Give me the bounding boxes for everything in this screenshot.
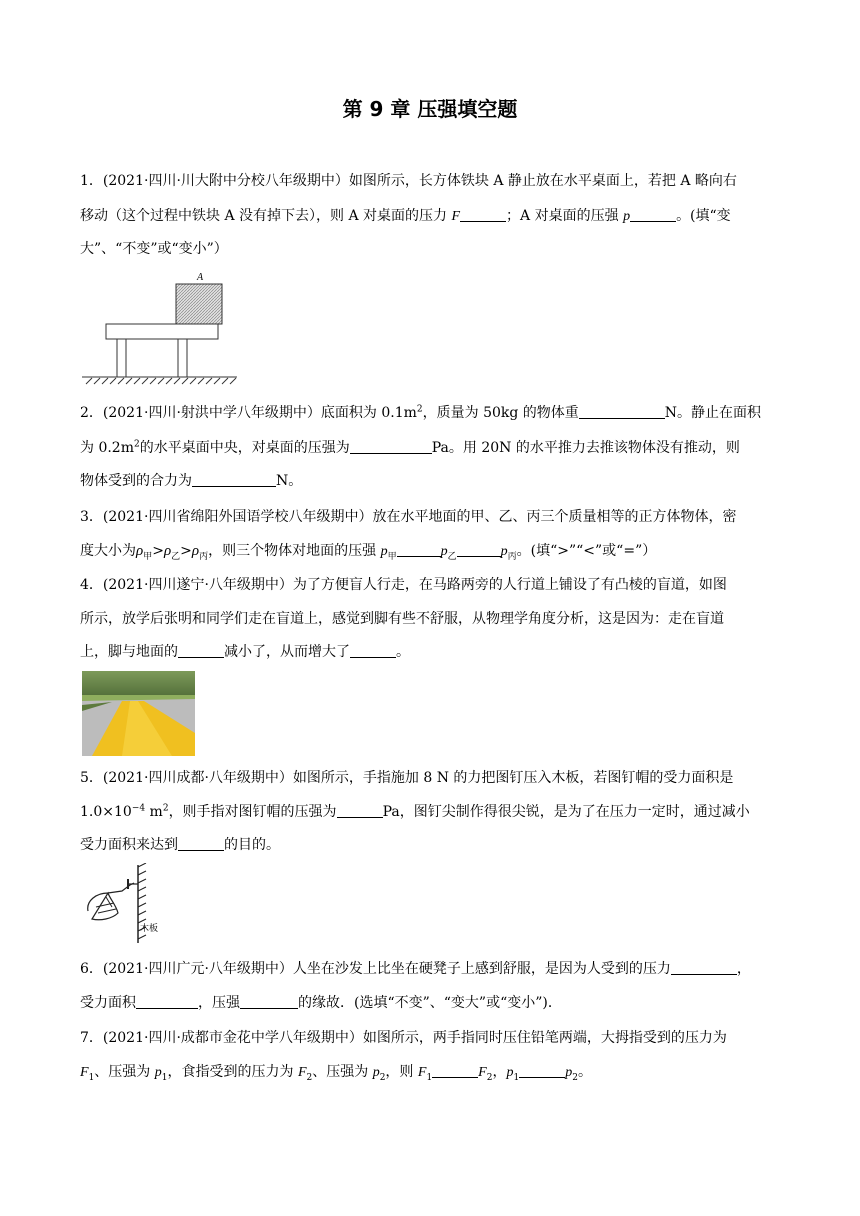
q2-sup-2: 2 (134, 439, 140, 450)
q4-tactile-paving-photo (82, 671, 195, 756)
q7-p-symbol: p (154, 1065, 162, 1080)
q7-sub-2: 2 (572, 1072, 578, 1083)
q7-text-c: 、压强为 (312, 1064, 373, 1080)
q2-blank-3[interactable] (192, 472, 276, 487)
q1-pressure-symbol: p (623, 209, 631, 224)
q3-text-c: 。(填“>”“<”或“=”） (516, 543, 657, 559)
q5-text-f: 的目的。 (224, 837, 280, 853)
q6-text-c: 受力面积 (80, 995, 136, 1011)
iron-block-a (176, 284, 222, 324)
sub-bing: 丙 (507, 551, 517, 562)
q5-exponent: −4 (131, 803, 146, 814)
q7-text-d: ，则 (385, 1064, 418, 1080)
q7-blank-1[interactable] (432, 1063, 478, 1078)
q4-line-2: 所示，放学后张明和同学们走在盲道上，感觉到脚有些不舒服，从物理学角度分析，这是因为：走在盲道 (80, 611, 724, 627)
q2-text-g: 物体受到的合力为 (80, 473, 192, 489)
q1-text-a: 移动（这个过程中铁块 A 没有掉下去），则 A 对桌面的压力 (80, 208, 452, 224)
q3-p-symbol: p (440, 544, 448, 559)
q4-text-c: 。 (396, 644, 410, 660)
q2-text-b: ，质量为 50kg 的物体重 (422, 405, 579, 421)
gt-sign: > (152, 543, 164, 559)
q6-text-e: 的缘故．(选填“不变”、“变大”或“变小”)． (298, 995, 562, 1011)
q5-text-c: ，则手指对图钉帽的压强为 (168, 804, 337, 820)
sub-bing: 丙 (199, 551, 209, 562)
q7-F-symbol: F (297, 1065, 307, 1080)
q4-text-b: 减小了，从而增大了 (224, 644, 350, 660)
q6-blank-1[interactable] (671, 960, 737, 975)
q4-blank-2[interactable] (350, 643, 396, 658)
table-top (106, 324, 218, 339)
q5-line-3 (80, 836, 780, 854)
q7-sub-2: 2 (379, 1072, 386, 1083)
q1-line-2 (80, 207, 780, 226)
q1-figure-label-a: A (197, 272, 204, 283)
q6-text-b: ， (736, 961, 751, 977)
q5-text-d: Pa，图钉尖制作得很尖锐，是为了在压力一定时，通过减小 (382, 804, 750, 820)
q2-blank-1[interactable] (579, 404, 665, 419)
q2-text-a: 2．(2021·四川·射洪中学八年级期中）底面积为 0.1m (80, 405, 417, 421)
q6-line-2 (80, 994, 780, 1012)
q2-text-h: N。 (276, 473, 303, 489)
q7-sub-2: 2 (486, 1072, 493, 1083)
sub-jia: 甲 (143, 551, 153, 562)
q1-blank-1[interactable] (460, 207, 506, 222)
q6-line-1 (80, 960, 780, 978)
rho-symbol: ρ (136, 543, 144, 559)
sub-yi: 乙 (171, 551, 181, 562)
board-label: 木板 (140, 924, 159, 934)
table-leg-right (178, 339, 187, 377)
q6-blank-2[interactable] (136, 994, 198, 1009)
q7-p-symbol: p (565, 1065, 573, 1080)
q2-line-3 (80, 472, 780, 490)
q1-figure-table-block (82, 268, 242, 386)
q7-sub-1: 1 (426, 1072, 433, 1083)
sub-yi: 乙 (447, 551, 457, 562)
q2-line-2 (80, 439, 780, 457)
q7-sub-2: 2 (306, 1072, 313, 1083)
q5-line-1: 5．(2021·四川成都·八年级期中）如图所示，手指施加 8 N 的力把图钉压入木板，若图钉帽的受力面积是 (80, 770, 734, 786)
q4-line-3 (80, 643, 780, 661)
q3-blank-2[interactable] (457, 542, 501, 557)
ground-hatching (86, 378, 236, 384)
q7-p-symbol: p (372, 1065, 380, 1080)
q2-text-d: 为 0.2m (80, 440, 134, 456)
table-leg-left (117, 339, 126, 377)
q4-line-1: 4．(2021·四川遂宁·八年级期中）为了方便盲人行走，在马路两旁的人行道上铺设了有凸棱的盲道，如图 (80, 577, 727, 593)
q5-text-b: m (145, 804, 163, 820)
q6-text-d: ，压强 (198, 995, 240, 1011)
q1-blank-2[interactable] (630, 207, 676, 222)
q7-text-a: 、压强为 (94, 1064, 155, 1080)
q6-blank-3[interactable] (240, 994, 298, 1009)
q3-p-symbol: p (500, 544, 508, 559)
q1-text-c: 。(填“变 (676, 208, 731, 224)
q7-sub-1: 1 (513, 1072, 520, 1083)
q3-blank-1[interactable] (397, 542, 441, 557)
q7-F-symbol: F (417, 1065, 427, 1080)
q2-sup-1: 2 (416, 404, 423, 415)
rho-symbol: ρ (191, 543, 200, 559)
q7-F-symbol: F (478, 1065, 487, 1080)
q7-line-2 (80, 1063, 780, 1082)
q1-text-b: ；A 对桌面的压强 (506, 208, 624, 224)
q7-blank-2[interactable] (519, 1063, 565, 1078)
q4-blank-1[interactable] (178, 643, 224, 658)
q3-text-a: 度大小为 (80, 543, 136, 559)
q1-force-symbol: F (451, 209, 461, 224)
q1-line-3: 大”、“不变”或“变小”） (80, 241, 228, 257)
q7-p-symbol: p (506, 1065, 514, 1080)
page-title: 第 9 章 压强填空题 (342, 97, 518, 121)
q7-comma: ， (492, 1064, 507, 1080)
q5-thumbtack-figure (82, 863, 162, 945)
q3-p-symbol: p (380, 544, 388, 559)
q2-text-e: 的水平桌面中央，对桌面的压强为 (139, 440, 350, 456)
q7-text-b: ，食指受到的压力为 (167, 1064, 298, 1080)
q3-line-1: 3．(2021·四川省绵阳外国语学校八年级期中）放在水平地面的甲、乙、丙三个质量相等的正方体物体，密 (80, 509, 737, 525)
q3-text-b: ，则三个物体对地面的压强 (208, 543, 381, 559)
q2-line-1 (80, 404, 780, 422)
q3-line-2 (80, 542, 780, 561)
q5-blank-1[interactable] (337, 803, 383, 818)
q7-F-symbol: F (80, 1065, 89, 1080)
q2-text-c: N。静止在面积 (664, 405, 762, 421)
sub-jia: 甲 (387, 551, 397, 562)
q5-blank-2[interactable] (178, 836, 224, 851)
q5-line-2: $1.0\times 10^{-4}$ $m^2$，则手指对图钉帽的压强为 Pa，图钉尖制作得很尖锐，是为了在压力一定时，通过减小 (80, 803, 750, 820)
q7-line-1: 7．(2021·四川·成都市金花中学八年级期中）如图所示，两手指同时压住铅笔两端，大拇指受到的压力为 (80, 1030, 727, 1046)
q6-text-a: 6．(2021·四川广元·八年级期中）人坐在沙发上比坐在硬凳子上感到舒服，是因为人受到的压力 (80, 961, 671, 977)
q5-text-a: 1.0×10 (80, 804, 132, 820)
q4-text-a: 上，脚与地面的 (80, 644, 178, 660)
gt-sign: > (180, 543, 192, 559)
q7-sub-1: 1 (161, 1072, 168, 1083)
q1-line-1: 1．(2021·四川·川大附中分校八年级期中）如图所示，长方体铁块 A 静止放在水平桌面上，若把 A 略向右 (80, 173, 737, 189)
q2-blank-2[interactable] (350, 439, 432, 454)
rho-symbol: ρ (163, 543, 172, 559)
q5-text-e: 受力面积来达到 (80, 837, 178, 853)
q7-end: 。 (577, 1064, 592, 1080)
trees-background (82, 671, 195, 699)
q2-text-f: Pa。用 20N 的水平推力去推该物体没有推动，则 (431, 440, 740, 456)
q7-sub-1: 1 (88, 1072, 95, 1083)
